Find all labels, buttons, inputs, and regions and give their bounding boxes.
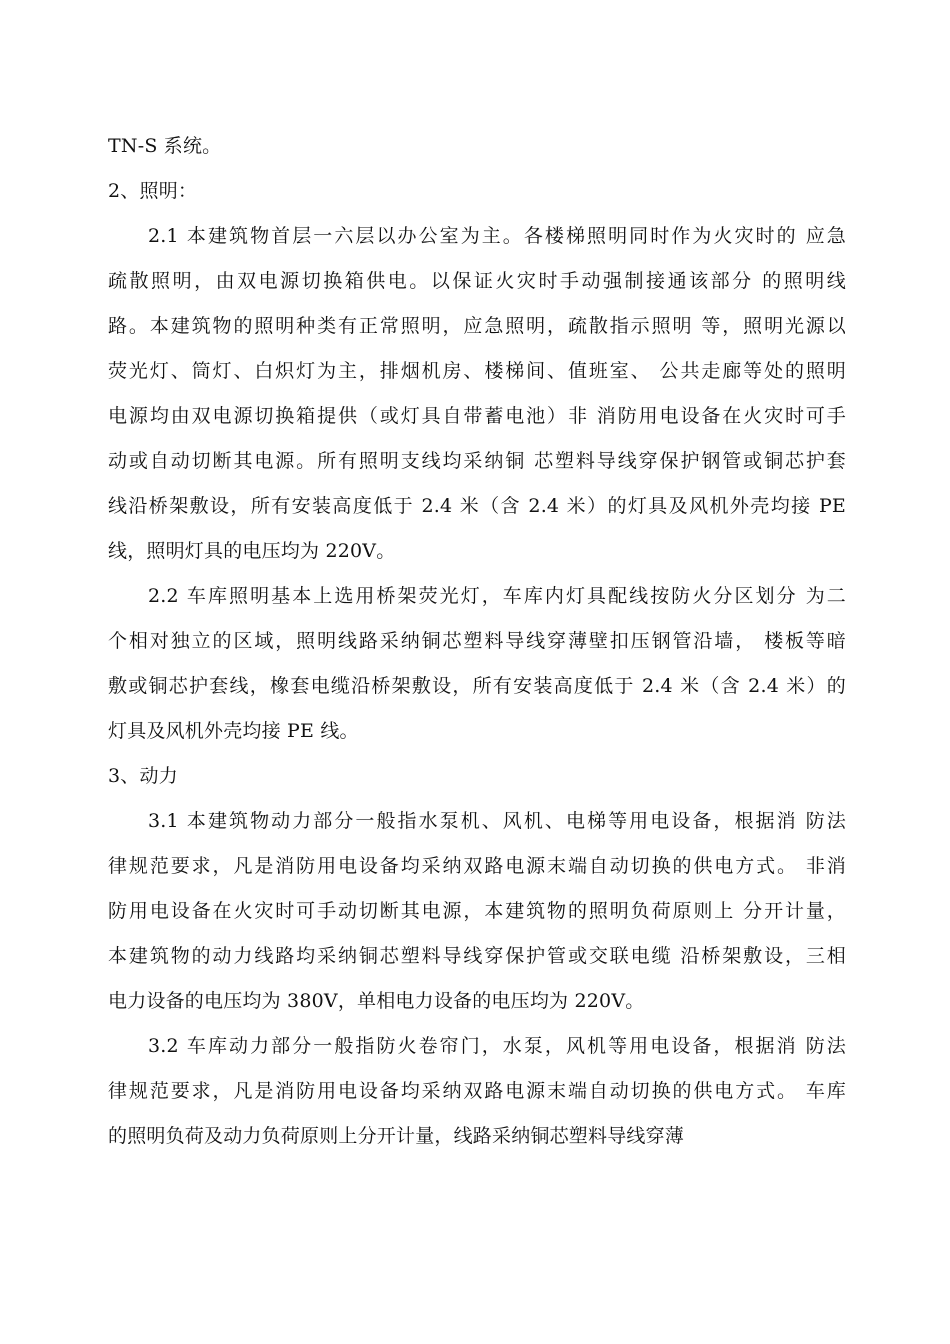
paragraph-3-2-line: 律规范要求，凡是消防用电设备均采纳双路电源末端自动切换的供电方式。 车库 <box>108 1080 846 1102</box>
paragraph-3-1-line: 3.1 本建筑物动力部分一般指水泵机、风机、电梯等用电设备，根据消 防法 <box>148 810 846 832</box>
paragraph-3-1-line: 防用电设备在火灾时可手动切断其电源，本建筑物的照明负荷原则上 分开计量， <box>108 900 846 922</box>
section-heading-lighting: 2、照明： <box>108 180 198 202</box>
paragraph-3-1-line: 律规范要求，凡是消防用电设备均采纳双路电源末端自动切换的供电方式。 非消 <box>108 855 846 877</box>
paragraph-2-1-line: 线，照明灯具的电压均为 220V。 <box>108 540 396 562</box>
document-page <box>108 128 846 1155</box>
paragraph-2-2-line: 个相对独立的区域，照明线路采纳铜芯塑料导线穿薄壁扣压钢管沿墙， 楼板等暗 <box>108 630 846 652</box>
paragraph-2-1-line: 动或自动切断其电源。所有照明支线均采纳铜 芯塑料导线穿保护钢管或铜芯护套 <box>108 450 846 472</box>
paragraph-2-1-line: 疏散照明，由双电源切换箱供电。以保证火灾时手动强制接通该部分 的照明线 <box>108 270 846 292</box>
paragraph-2-1-line: 荧光灯、筒灯、白炽灯为主，排烟机房、楼梯间、值班室、 公共走廊等处的照明 <box>108 360 846 382</box>
text-line-system: TN-S 系统。 <box>108 135 222 157</box>
paragraph-3-2-line: 的照明负荷及动力负荷原则上分开计量，线路采纳铜芯塑料导线穿薄 <box>108 1125 685 1147</box>
paragraph-2-2-line: 2.2 车库照明基本上选用桥架荧光灯，车库内灯具配线按防火分区划分 为二 <box>148 585 846 607</box>
paragraph-2-1-line: 路。本建筑物的照明种类有正常照明，应急照明，疏散指示照明 等，照明光源以 <box>108 315 846 337</box>
paragraph-3-2-line: 3.2 车库动力部分一般指防火卷帘门，水泵，风机等用电设备，根据消 防法 <box>148 1035 846 1057</box>
section-heading-power: 3、动力 <box>108 765 178 787</box>
paragraph-2-1-line: 线沿桥架敷设，所有安装高度低于 2.4 米（含 2.4 米）的灯具及风机外壳均接 PE <box>108 495 846 517</box>
paragraph-3-1-line: 电力设备的电压均为 380V，单相电力设备的电压均为 220V。 <box>108 990 645 1012</box>
paragraph-2-2-line: 灯具及风机外壳均接 PE 线。 <box>108 720 359 742</box>
paragraph-2-1-line: 电源均由双电源切换箱提供（或灯具自带蓄电池）非 消防用电设备在火灾时可手 <box>108 405 846 427</box>
paragraph-2-1-line: 2.1 本建筑物首层一六层以办公室为主。各楼梯照明同时作为火灾时的 应急 <box>148 225 846 247</box>
paragraph-2-2-line: 敷或铜芯护套线，橡套电缆沿桥架敷设，所有安装高度低于 2.4 米（含 2.4 米）的 <box>108 675 846 697</box>
paragraph-3-1-line: 本建筑物的动力线路均采纳铜芯塑料导线穿保护管或交联电缆 沿桥架敷设，三相 <box>108 945 846 967</box>
